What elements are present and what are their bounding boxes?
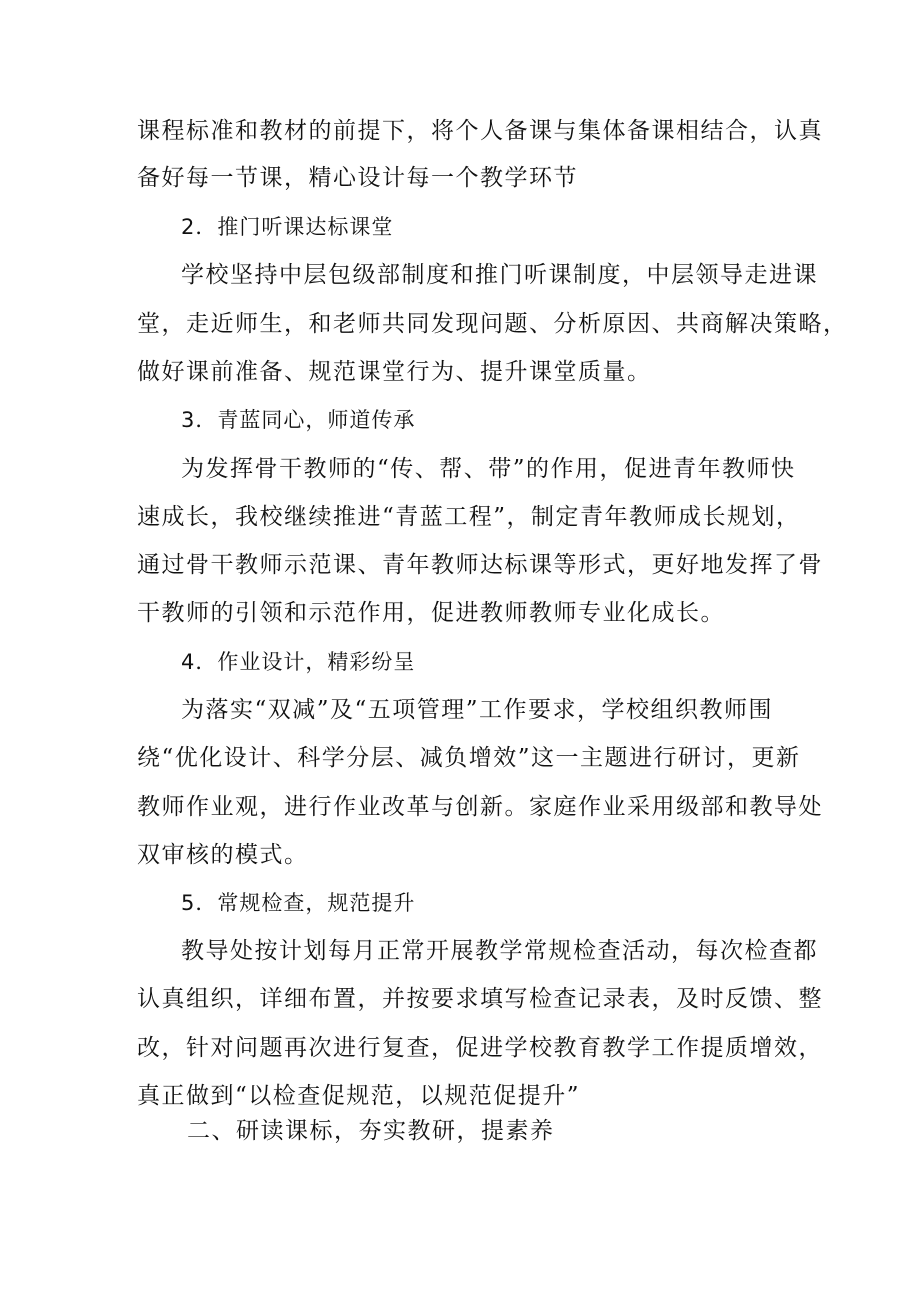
body-text-line: 真正做到“以检查促规范，以规范促提升” — [137, 1083, 581, 1109]
section-heading-4: 4．作业设计，精彩纷呈 — [181, 650, 416, 674]
body-text-line: 做好课前准备、规范课堂行为、提升课堂质量。 — [137, 359, 652, 385]
body-text-line: 备好每一节课，精心设计每一个教学环节 — [137, 165, 578, 191]
body-text-line: 认真组织，详细布置，并按要求填写检查记录表，及时反馈、整 — [137, 986, 823, 1012]
paragraph-first-line: 为发挥骨干教师的“传、帮、带”的作用，促进青年教师快 — [181, 456, 796, 482]
body-text-line: 教师作业观，进行作业改革与创新。家庭作业采用级部和教导处 — [137, 794, 823, 820]
body-text-line: 课程标准和教材的前提下，将个人备课与集体备课相结合，认真 — [137, 118, 823, 144]
body-text-line: 绕“优化设计、科学分层、减负增效”这一主题进行研讨，更新 — [137, 745, 801, 771]
body-text-line: 双审核的模式。 — [137, 842, 309, 868]
body-text-line: 干教师的引领和示范作用，促进教师教师专业化成长。 — [137, 600, 725, 626]
section-heading-5: 5．常规检查，规范提升 — [181, 891, 416, 915]
body-text-line: 速成长，我校继续推进“青蓝工程”，制定青年教师成长规划， — [137, 504, 801, 530]
section-heading-2: 2．推门听课达标课堂 — [181, 215, 394, 239]
paragraph-first-line: 学校坚持中层包级部制度和推门听课制度，中层领导走进课 — [181, 262, 818, 288]
section-heading-3: 3．青蓝同心，师道传承 — [181, 408, 416, 432]
paragraph-first-line: 教导处按计划每月正常开展教学常规检查活动，每次检查都 — [181, 938, 818, 964]
body-text-line: 通过骨干教师示范课、青年教师达标课等形式，更好地发挥了骨 — [137, 552, 823, 578]
chapter-heading-2: 二、研读课标，夯实教研，提素养 — [187, 1118, 555, 1144]
body-text-line: 堂，走近师生，和老师共同发现问题、分析原因、共商解决策略， — [137, 311, 848, 337]
body-text-line: 改，针对问题再次进行复查，促进学校教育教学工作提质增效， — [137, 1035, 823, 1061]
paragraph-first-line: 为落实“双减”及“五项管理”工作要求，学校组织教师围 — [181, 697, 774, 723]
